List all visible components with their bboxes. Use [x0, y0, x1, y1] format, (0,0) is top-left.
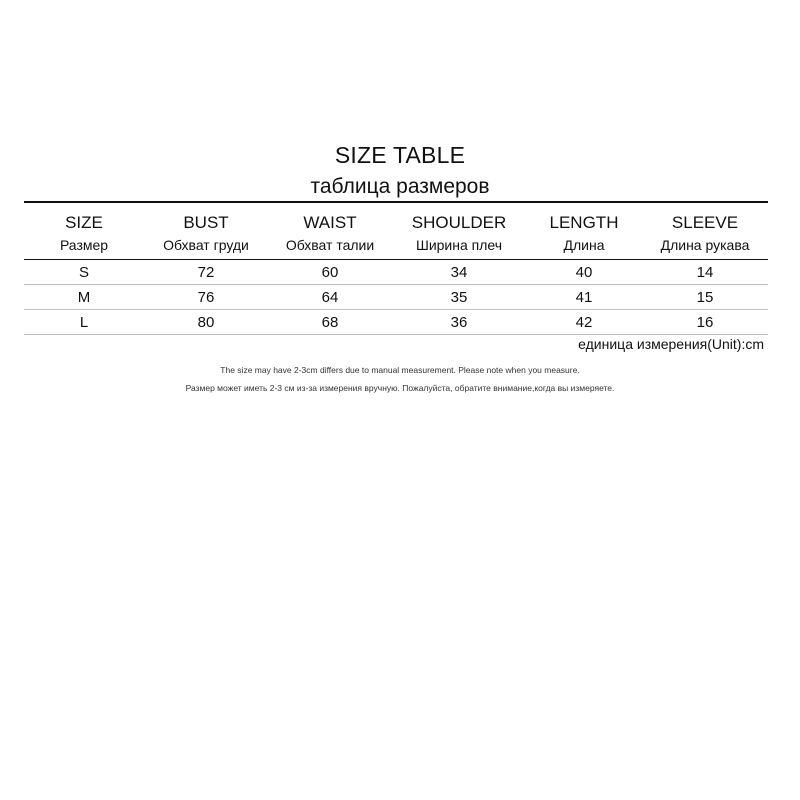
- column-header-size: SIZE: [24, 202, 144, 233]
- column-header-bust: BUST: [144, 202, 268, 233]
- table-cell: 15: [642, 285, 768, 310]
- column-header-length-ru: Длина: [526, 233, 642, 260]
- table-cell: 14: [642, 260, 768, 285]
- unit-note: единица измерения(Unit):cm: [578, 336, 764, 352]
- page-title: SIZE TABLE: [334, 142, 466, 168]
- table-cell: 16: [642, 310, 768, 335]
- table-cell: 60: [268, 260, 392, 285]
- table-row: [24, 260, 768, 285]
- column-header-sleeve-ru: Длина рукава: [642, 233, 768, 260]
- column-header-shoulder-ru: Ширина плеч: [392, 233, 526, 260]
- table-cell: 68: [268, 310, 392, 335]
- column-header-sleeve: SLEEVE: [642, 202, 768, 233]
- table-cell: 41: [526, 285, 642, 310]
- header-row-english: [24, 202, 768, 233]
- table-cell: 42: [526, 310, 642, 335]
- table-cell: L: [24, 310, 144, 335]
- table-cell: 72: [144, 260, 268, 285]
- table-row: [24, 285, 768, 310]
- table-cell: 34: [392, 260, 526, 285]
- column-header-shoulder: SHOULDER: [392, 202, 526, 233]
- table-cell: S: [24, 260, 144, 285]
- table-cell: 80: [144, 310, 268, 335]
- column-header-bust-ru: Обхват груди: [144, 233, 268, 260]
- table-cell: 36: [392, 310, 526, 335]
- column-header-waist: WAIST: [268, 202, 392, 233]
- disclaimer-russian: Размер может иметь 2-3 см из-за измерения вручную. Пожалуйста, обратите внимание,когда вы измеряете.: [185, 383, 615, 393]
- column-header-length: LENGTH: [526, 202, 642, 233]
- table-cell: M: [24, 285, 144, 310]
- column-header-waist-ru: Обхват талии: [268, 233, 392, 260]
- table-cell: 76: [144, 285, 268, 310]
- table-cell: 40: [526, 260, 642, 285]
- header-row-russian: [24, 233, 768, 260]
- column-header-size-ru: Размер: [24, 233, 144, 260]
- table-cell: 64: [268, 285, 392, 310]
- disclaimer-english: The size may have 2-3cm differs due to manual measurement. Please note when you measure.: [220, 365, 580, 375]
- size-table: [24, 201, 768, 335]
- table-row: [24, 310, 768, 335]
- page-subtitle: таблица размеров: [310, 175, 490, 198]
- table-cell: 35: [392, 285, 526, 310]
